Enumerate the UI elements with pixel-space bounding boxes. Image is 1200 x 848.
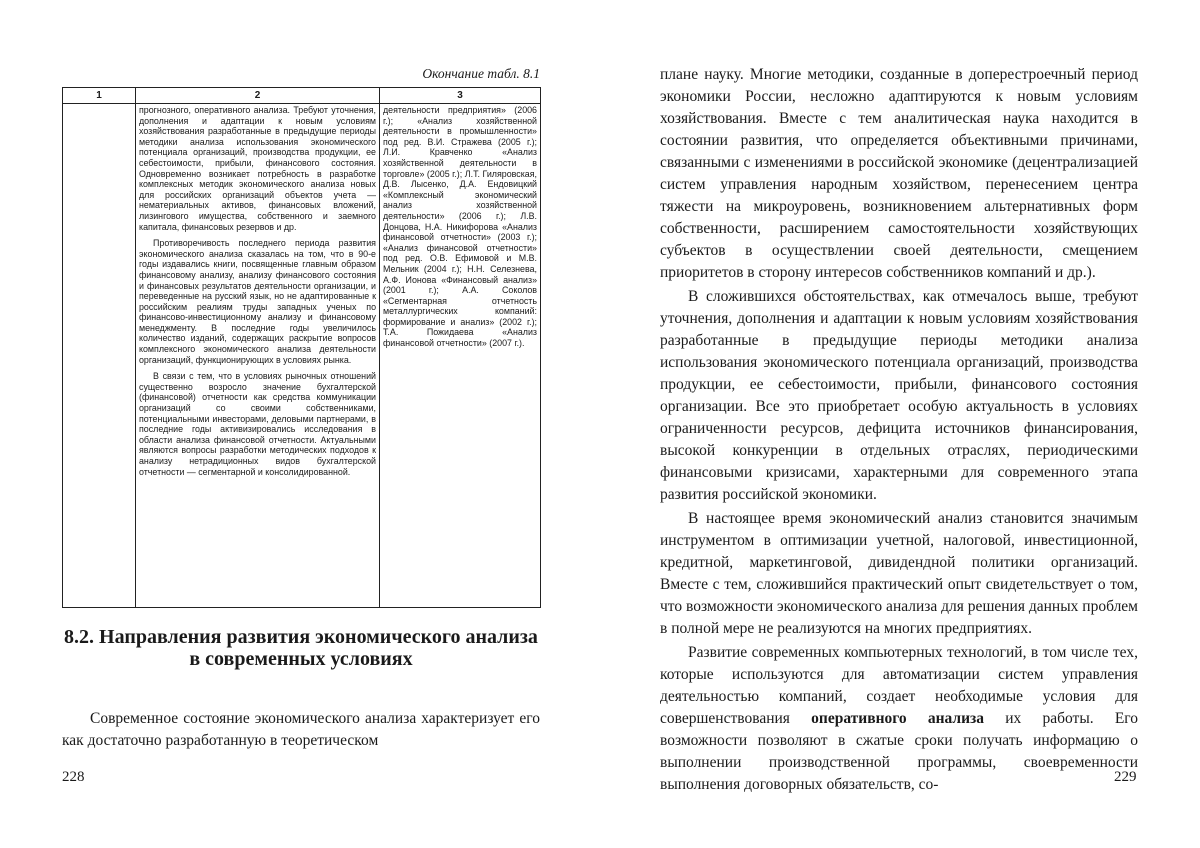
page-number: 229 <box>1114 769 1137 785</box>
paragraph-text: их работы. Его возможности позволяют в сжатые сроки получать информацию о выполнении производственной программы, своевременности выполнения договорных обязательств, со- <box>660 710 1139 793</box>
table-cell-col2 <box>136 104 380 608</box>
body-paragraph: В настоящее время экономический анализ становится значимым инструментом в оптимизации учетной, налоговой, инвестиционной, кредитной, маркетинговой, дивидендной политики организаций. Вместе с тем, сложившийся практический опыт свидетельствует о том, что возможности экономического анализа для решения данных проблем в полной мере не реализуются на многих предприятиях. <box>660 510 1138 637</box>
body-paragraph: В сложившихся обстоятельствах, как отмечалось выше, требуют уточнения, дополнения и адаптации к новым условиям хозяйствования разработанные в предыдущие периоды методики анализа использования экономического потенциала организаций, производства продукции, ее себестоимости, прибыли, финансового состояния организации. Все это приобретает особую актуальность в условиях ограниченности ресурсов, дефицита источников финансирования, высокой конкуренции в отдельных отраслях, периодическими финансовыми кризисами, характерными для современного этапа развития российской экономики. <box>660 288 1138 503</box>
body-paragraph: Современное состояние экономического анализа характеризует его как достаточно разработанную в теоретическом <box>62 710 540 749</box>
body-paragraph <box>660 642 1138 796</box>
body-text <box>660 64 1138 796</box>
right-page <box>600 0 1200 848</box>
page-number: 228 <box>62 769 85 785</box>
cell-paragraph: деятельности предприятия» (2006 г.); «Анализ хозяйственной деятельности в промышленности» под ред. В.И. Стражева (2005 г.); Л.И. Кравченко «Анализ хозяйственной деятельности в торговле» (2005 г.); Л.Т. Гиляровская, Д.В. Лысенко, Д.А. Ендовицкий «Комплексный экономический анализ хозяйственной деятельности» (2006 г.); Л.В. Донцова, Н.А. Никифорова «Анализ финансовой отчетности» (2003 г.); «Анализ финансовой отчетности» под ред. О.В. Ефимовой и М.В. Мельник (2004 г.); Н.Н. Селезнева, А.Ф. Ионова «Финансовый анализ» (2001 г.); А.А. Соколов «Сегментарная отчетность металлургических компаний: формирование и анализ» (2002 г.); Т.А. Пожидаева «Анализ финансовой отчетности» (2007 г.). <box>383 105 537 349</box>
column-header-2: 2 <box>136 88 380 104</box>
table-caption: Окончание табл. 8.1 <box>422 66 540 81</box>
table-cell-col1 <box>63 104 136 608</box>
continuation-table <box>62 87 541 608</box>
body-paragraph: плане науку. Многие методики, созданные в доперестроечный период экономики России, несложно адаптируются к новым условиям хозяйствования. Вместе с тем аналитическая наука находится в состоянии развития, что определяется объективными причинами, связанными с изменениями в российской экономике (децентрализацией систем управления народным хозяйством, перенесением центра тяжести на микроуровень, возникновением альтернативных форм собственности, расширением самостоятельности хозяйствующих субъектов в осуществлении своей деятельности, смещением приоритетов в сторону интересов собственников компаний и др.). <box>660 66 1138 281</box>
section-heading: 8.2. Направления развития экономического анализа в современных условиях <box>64 626 538 670</box>
table-header-row <box>63 88 541 104</box>
table-row <box>63 104 541 608</box>
cell-paragraph: В связи с тем, что в условиях рыночных отношений существенно возросло значение бухгалтерской (финансовой) отчетности как средства коммуникации организаций со своими собственниками, потенциальными инвесторами, деловыми партнерами, в последние годы активизировались исследования в области анализа финансовой отчетности. Актуальными являются вопросы разработки методических подходов к анализу нетрадиционных видов бухгалтерской отчетности — сегментарной и консолидированной. <box>139 371 376 477</box>
column-header-1: 1 <box>63 88 136 104</box>
paragraph-text: Развитие современных компьютерных технологий, в том числе тех, которые используются для автоматизации систем управления деятельностью компаний, создает необходимые условия для совершенствования <box>660 644 1138 727</box>
table-cell-col3 <box>380 104 541 608</box>
bold-term: оперативного анализа <box>811 710 985 727</box>
cell-paragraph: Противоречивость последнего периода развития экономического анализа сказалась на том, что в 90-е годы издавались книги, посвященные главным образом финансовому анализу, анализу финансового состояния и финансовых результатов деятельности организации, и переведенные на русский язык, но не адаптированные к российским реалиям труды западных ученых по финансово-инвестиционному анализу и финансовому менеджменту. В последние годы увеличилось количество изданий, содержащих раскрытие вопросов комплексного экономического анализа деятельности организаций, функционирующих в условиях рынка. <box>139 238 376 365</box>
column-header-3: 3 <box>380 88 541 104</box>
cell-paragraph: прогнозного, оперативного анализа. Требуют уточнения, дополнения и адаптации к новым условиям хозяйствования разработанные в предыдущие периоды методики анализа использования экономического потенциала организаций, производства продукции, ее себестоимости, прибыли, финансового состояния. Одновременно возникает потребность в разработке комплексных методик экономического анализа новых для российских организаций объектов учета — нематериальных активов, финансовых вложений, лизингового имущества, собственного и заемного капитала, финансовых резервов и др. <box>139 105 376 232</box>
